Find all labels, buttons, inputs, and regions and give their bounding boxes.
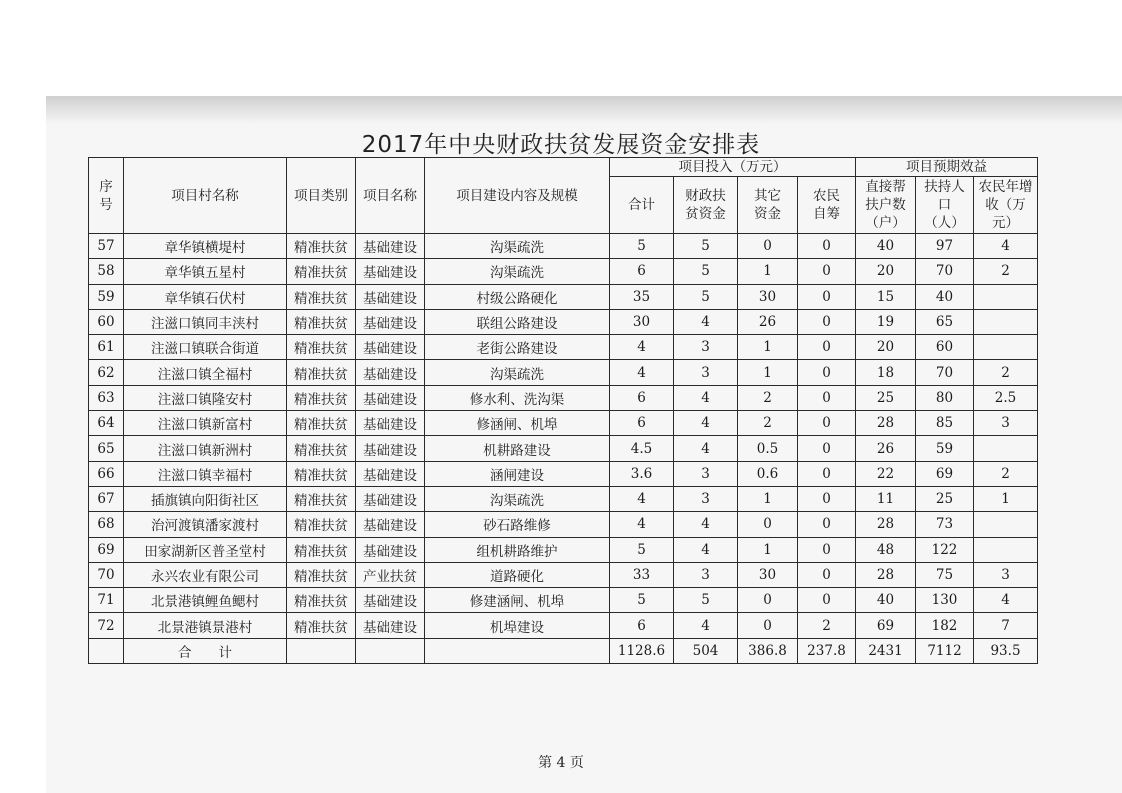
households-helped: 15 [856,284,916,309]
header-fiscal: 财政扶贫资金 [674,177,738,234]
other-funds: 0.5 [738,436,798,461]
households-helped: 22 [856,461,916,486]
row-seq: 66 [89,461,124,486]
village-name: 治河渡镇潘家渡村 [124,512,287,537]
project-category: 精准扶贫 [287,512,356,537]
project-category: 精准扶贫 [287,562,356,587]
investment-total: 4 [610,512,674,537]
households-helped: 18 [856,360,916,385]
village-name: 注滋口镇幸福村 [124,461,287,486]
investment-total: 6 [610,385,674,410]
households-helped: 48 [856,537,916,562]
households-helped: 28 [856,512,916,537]
table-row [89,537,1038,562]
row-seq: 65 [89,436,124,461]
farmer-funds: 0 [798,309,856,334]
row-seq: 72 [89,613,124,638]
farmer-funds: 0 [798,234,856,259]
project-name: 基础建设 [356,512,425,537]
construction-content: 涵闸建设 [425,461,610,486]
table-row [89,360,1038,385]
document-title: 2017年中央财政扶贫发展资金安排表 [361,132,761,158]
construction-content: 组机耕路维护 [425,537,610,562]
people-supported: 69 [916,461,974,486]
construction-content: 沟渠疏洗 [425,234,610,259]
other-funds: 2 [738,411,798,436]
table-row [89,284,1038,309]
farmer-funds: 0 [798,461,856,486]
farmer-funds: 0 [798,588,856,613]
village-name: 注滋口镇隆安村 [124,385,287,410]
people-supported: 122 [916,537,974,562]
village-name: 田家湖新区普圣堂村 [124,537,287,562]
households-helped: 19 [856,309,916,334]
totals-row [89,638,1038,663]
farmer-funds: 0 [798,411,856,436]
village-name: 注滋口镇新洲村 [124,436,287,461]
farmer-funds: 2 [798,613,856,638]
people-supported: 97 [916,234,974,259]
other-funds: 0 [738,588,798,613]
header-content: 项目建设内容及规模 [425,158,610,234]
row-seq: 61 [89,335,124,360]
fiscal-funds: 3 [674,486,738,511]
fiscal-funds: 3 [674,360,738,385]
project-name: 基础建设 [356,486,425,511]
table-row [89,234,1038,259]
totals-people: 7112 [916,638,974,663]
construction-content: 老街公路建设 [425,335,610,360]
construction-content: 沟渠疏洗 [425,486,610,511]
project-name: 基础建设 [356,461,425,486]
investment-total: 4 [610,486,674,511]
funding-table [88,157,1038,664]
people-supported: 60 [916,335,974,360]
construction-content: 沟渠疏洗 [425,360,610,385]
page-number: 第 4 页 [538,755,584,771]
farmer-funds: 0 [798,385,856,410]
project-name: 基础建设 [356,411,425,436]
income-increase: 3 [974,562,1038,587]
households-helped: 40 [856,234,916,259]
fiscal-funds: 5 [674,588,738,613]
project-category: 精准扶贫 [287,284,356,309]
people-supported: 25 [916,486,974,511]
project-name: 基础建设 [356,385,425,410]
investment-total: 4 [610,360,674,385]
project-category: 精准扶贫 [287,309,356,334]
people-supported: 85 [916,411,974,436]
farmer-funds: 0 [798,335,856,360]
households-helped: 40 [856,588,916,613]
households-helped: 28 [856,562,916,587]
table-row [89,613,1038,638]
project-name: 产业扶贫 [356,562,425,587]
households-helped: 11 [856,486,916,511]
project-name: 基础建设 [356,613,425,638]
totals-label: 合 计 [124,638,287,663]
income-increase: 2 [974,259,1038,284]
households-helped: 20 [856,259,916,284]
row-seq: 57 [89,234,124,259]
totals-other: 386.8 [738,638,798,663]
other-funds: 1 [738,486,798,511]
investment-total: 6 [610,411,674,436]
other-funds: 1 [738,360,798,385]
fiscal-funds: 5 [674,259,738,284]
investment-total: 4 [610,335,674,360]
income-increase: 4 [974,588,1038,613]
project-category: 精准扶贫 [287,385,356,410]
farmer-funds: 0 [798,259,856,284]
fiscal-funds: 3 [674,562,738,587]
header-people: 扶持人口（人） [916,177,974,234]
project-category: 精准扶贫 [287,461,356,486]
construction-content: 砂石路维修 [425,512,610,537]
fiscal-funds: 5 [674,284,738,309]
row-seq: 70 [89,562,124,587]
investment-total: 6 [610,613,674,638]
table-row [89,562,1038,587]
header-total: 合计 [610,177,674,234]
investment-total: 5 [610,588,674,613]
header-project-name: 项目名称 [356,158,425,234]
farmer-funds: 0 [798,562,856,587]
village-name: 插旗镇向阳街社区 [124,486,287,511]
project-category: 精准扶贫 [287,234,356,259]
row-seq: 68 [89,512,124,537]
project-category: 精准扶贫 [287,537,356,562]
other-funds: 0 [738,234,798,259]
totals-income: 93.5 [974,638,1038,663]
row-seq: 60 [89,309,124,334]
header-benefit-group: 项目预期效益 [856,158,1038,177]
people-supported: 75 [916,562,974,587]
investment-total: 5 [610,234,674,259]
other-funds: 1 [738,259,798,284]
header-other: 其它资金 [738,177,798,234]
construction-content: 沟渠疏洗 [425,259,610,284]
project-name: 基础建设 [356,436,425,461]
project-name: 基础建设 [356,588,425,613]
project-name: 基础建设 [356,537,425,562]
construction-content: 修建涵闸、机埠 [425,588,610,613]
fiscal-funds: 4 [674,309,738,334]
totals-seq-cell [89,638,124,663]
table-row [89,259,1038,284]
people-supported: 80 [916,385,974,410]
households-helped: 20 [856,335,916,360]
village-name: 注滋口镇联合街道 [124,335,287,360]
farmer-funds: 0 [798,537,856,562]
other-funds: 1 [738,537,798,562]
table-row [89,385,1038,410]
other-funds: 0 [738,512,798,537]
project-name: 基础建设 [356,259,425,284]
income-increase: 1 [974,486,1038,511]
investment-total: 3.6 [610,461,674,486]
totals-project-cell [356,638,425,663]
people-supported: 40 [916,284,974,309]
income-increase [974,284,1038,309]
project-name: 基础建设 [356,234,425,259]
other-funds: 30 [738,562,798,587]
income-increase [974,309,1038,334]
row-seq: 62 [89,360,124,385]
income-increase [974,512,1038,537]
header-households: 直接帮扶户数（户） [856,177,916,234]
table-row [89,486,1038,511]
other-funds: 1 [738,335,798,360]
table-body [89,234,1038,664]
row-seq: 59 [89,284,124,309]
table-row [89,309,1038,334]
village-name: 注滋口镇新富村 [124,411,287,436]
row-seq: 64 [89,411,124,436]
project-name: 基础建设 [356,284,425,309]
project-name: 基础建设 [356,309,425,334]
investment-total: 4.5 [610,436,674,461]
income-increase: 2 [974,461,1038,486]
construction-content: 机耕路建设 [425,436,610,461]
farmer-funds: 0 [798,486,856,511]
income-increase [974,335,1038,360]
village-name: 章华镇石伏村 [124,284,287,309]
households-helped: 69 [856,613,916,638]
people-supported: 70 [916,360,974,385]
construction-content: 修水利、洗沟渠 [425,385,610,410]
income-increase: 2 [974,360,1038,385]
header-income: 农民年增收（万元） [974,177,1038,234]
totals-category-cell [287,638,356,663]
fiscal-funds: 4 [674,613,738,638]
fiscal-funds: 3 [674,335,738,360]
table-row [89,461,1038,486]
investment-total: 33 [610,562,674,587]
fiscal-funds: 4 [674,411,738,436]
totals-total: 1128.6 [610,638,674,663]
farmer-funds: 0 [798,512,856,537]
row-seq: 71 [89,588,124,613]
households-helped: 25 [856,385,916,410]
other-funds: 2 [738,385,798,410]
income-increase: 3 [974,411,1038,436]
income-increase [974,436,1038,461]
row-seq: 63 [89,385,124,410]
village-name: 永兴农业有限公司 [124,562,287,587]
people-supported: 59 [916,436,974,461]
project-category: 精准扶贫 [287,613,356,638]
village-name: 北景港镇鲤鱼鳃村 [124,588,287,613]
income-increase: 2.5 [974,385,1038,410]
fiscal-funds: 3 [674,461,738,486]
farmer-funds: 0 [798,360,856,385]
table-row [89,436,1038,461]
project-category: 精准扶贫 [287,259,356,284]
village-name: 章华镇横堤村 [124,234,287,259]
income-increase: 4 [974,234,1038,259]
totals-content-cell [425,638,610,663]
project-category: 精准扶贫 [287,411,356,436]
other-funds: 0.6 [738,461,798,486]
project-name: 基础建设 [356,360,425,385]
investment-total: 5 [610,537,674,562]
row-seq: 67 [89,486,124,511]
row-seq: 58 [89,259,124,284]
header-farmer: 农民自筹 [798,177,856,234]
construction-content: 道路硬化 [425,562,610,587]
project-category: 精准扶贫 [287,335,356,360]
fiscal-funds: 4 [674,385,738,410]
construction-content: 联组公路建设 [425,309,610,334]
village-name: 注滋口镇全福村 [124,360,287,385]
other-funds: 26 [738,309,798,334]
investment-total: 6 [610,259,674,284]
income-increase: 7 [974,613,1038,638]
village-name: 注滋口镇同丰浃村 [124,309,287,334]
village-name: 北景港镇景港村 [124,613,287,638]
fiscal-funds: 4 [674,436,738,461]
table-row [89,335,1038,360]
project-name: 基础建设 [356,335,425,360]
project-category: 精准扶贫 [287,436,356,461]
households-helped: 26 [856,436,916,461]
table-row [89,512,1038,537]
header-category: 项目类别 [287,158,356,234]
header-seq: 序号 [89,158,124,234]
investment-total: 30 [610,309,674,334]
project-category: 精准扶贫 [287,486,356,511]
totals-households: 2431 [856,638,916,663]
totals-farmer: 237.8 [798,638,856,663]
project-category: 精准扶贫 [287,588,356,613]
fiscal-funds: 4 [674,512,738,537]
header-investment-group: 项目投入（万元） [610,158,856,177]
village-name: 章华镇五星村 [124,259,287,284]
header-village: 项目村名称 [124,158,287,234]
other-funds: 0 [738,613,798,638]
households-helped: 28 [856,411,916,436]
table-row [89,588,1038,613]
people-supported: 130 [916,588,974,613]
people-supported: 182 [916,613,974,638]
other-funds: 30 [738,284,798,309]
investment-total: 35 [610,284,674,309]
construction-content: 机埠建设 [425,613,610,638]
construction-content: 修涵闸、机埠 [425,411,610,436]
construction-content: 村级公路硬化 [425,284,610,309]
people-supported: 70 [916,259,974,284]
income-increase [974,537,1038,562]
table-row [89,411,1038,436]
farmer-funds: 0 [798,436,856,461]
people-supported: 73 [916,512,974,537]
project-category: 精准扶贫 [287,360,356,385]
farmer-funds: 0 [798,284,856,309]
people-supported: 65 [916,309,974,334]
row-seq: 69 [89,537,124,562]
totals-fiscal: 504 [674,638,738,663]
fiscal-funds: 4 [674,537,738,562]
fiscal-funds: 5 [674,234,738,259]
